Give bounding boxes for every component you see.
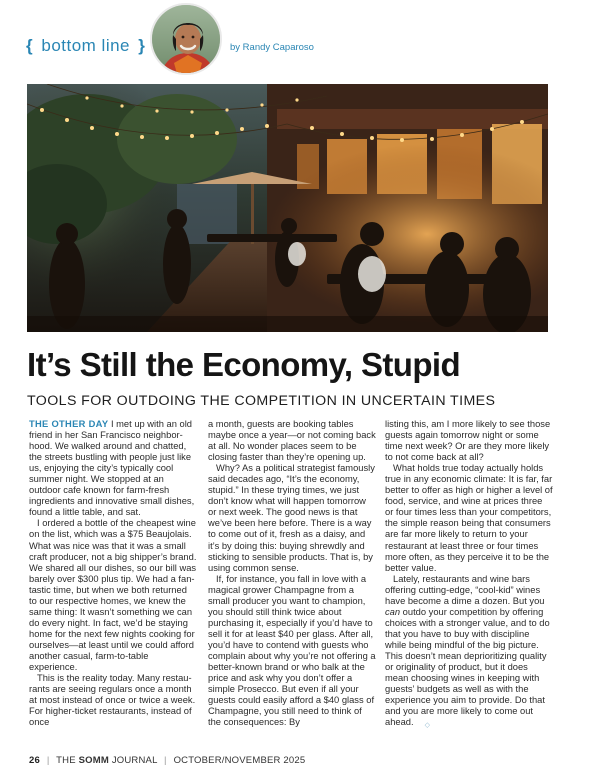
paragraph: I ordered a bottle of the cheapest wine on the list, which was a $75 Beaujolais. What was nice was that it was a small craft producer, not a big shipper’s brand. We shared all our dishes, so our bill was barely over $300 plus tip. We had a fantastic time, but when we both returned to our respective homes, we knew the same thing: It wasn’t something we can do every night. In fact, we’d be staying home for the next few nights cooking for ourselves—at least until we could afford another casual, farm-to-table experience.	[29, 518, 197, 673]
paragraph: a month, guests are booking tables maybe once a year—or not coming back at all. No wonder places seem to be closing faster than they’re opening up.	[208, 419, 376, 463]
column-name: bottom line	[41, 36, 131, 55]
publication-suffix: JOURNAL	[111, 755, 158, 766]
paragraph: This is the reality today. Many restaurants are seeing regulars once a month at most instead of once or twice a week. For higher-ticket restaurants, instead of once	[29, 673, 196, 728]
paragraph: What holds true today actually holds true in any economic climate: It is far, far better to offer as high or higher a level of food, service, and wine at prices three or four times less than your competitors, the simple reason being that consumers are far more likely to return to your restaurant at least three or four times more often, as they perceive it to be the better value.	[385, 463, 553, 573]
brace-open: {	[26, 36, 34, 55]
divider: |	[164, 755, 167, 766]
article-headline: It’s Still the Economy, Stupid	[27, 346, 461, 383]
article-column-3	[385, 419, 553, 728]
divider: |	[46, 755, 50, 766]
article-column-1	[29, 419, 197, 728]
paragraph-text: Lately, restaurants and wine bars offering cutting-edge, “cool-kid” wines have become a dime a dozen. But you	[385, 573, 545, 606]
author-avatar	[150, 3, 222, 75]
paragraph	[385, 574, 553, 729]
paragraph: If, for instance, you fall in love with a magical grower Champagne from a small producer you want to champion, you should still think twice about purchasing it, especially if you’d have to sell it for at least $40 per glass. After all, you’d have to contend with guests who complain about why you’re not offering a better-known brand or who balk at the price and ask why you don’t offer a simple Prosecco. But even if all your guests could easily afford a $40 glass of Champagne, you still need to think of the consequences: By	[208, 573, 376, 728]
paragraph	[29, 419, 197, 518]
page-footer	[29, 755, 305, 766]
paragraph-text: outdo your competition by offering choices with a stronger value, and to do that you have to buy with discipline while being mindful of the big picture. This doesn’t mean deprioritizing quality or originality of product, but it does mean choosing wines in keeping with guests’ budgets as well as with the experience you aim to provide. Do that and you are more likely to come out ahead.	[385, 606, 550, 728]
paragraph: Why? As a political strategist famously said decades ago, “It’s the economy, stupid.” In these trying times, we just don’t know what will happen tomorrow or next week. The good news is that we’ve been here before. There is a way to come out of it, fresh as a daisy, and it’s by doing this: buying shrewdly and sticking to sensible products. That is, by using common sense.	[208, 463, 375, 573]
emphasis-text: can	[385, 606, 401, 617]
brace-close: }	[138, 36, 146, 55]
hero-photo	[27, 84, 548, 332]
issue-date: OCTOBER/NOVEMBER 2025	[173, 755, 306, 766]
author-portrait-icon	[152, 5, 222, 75]
paragraph-text: I met up with an old friend in her San Francisco neighborhood. We walked around and chatted, the streets bustling with people just like us, enjoying the city’s typically cool summer night. We stopped at an outdoor cafe known for farm-fresh ingredients and innovative small dishes, found a little table, and sat.	[29, 419, 195, 518]
publication-prefix: THE	[56, 755, 76, 766]
article-column-2	[208, 419, 376, 728]
byline: by Randy Caparoso	[230, 42, 314, 53]
page-header	[0, 0, 603, 84]
lead-in: THE OTHER DAY	[29, 419, 109, 429]
paragraph: listing this, am I more likely to see those guests again tomorrow night or some time next week? Or are they more likely to not come back at all?	[385, 419, 551, 463]
page-number: 26	[29, 755, 40, 766]
publication-name: SOMM	[78, 755, 109, 766]
article-subhead: TOOLS FOR OUTDOING THE COMPETITION IN UNCERTAIN TIMES	[27, 393, 496, 409]
outdoor-cafe-photo-icon	[27, 84, 548, 332]
column-tag	[26, 36, 145, 56]
end-mark-icon: ◇	[424, 721, 430, 729]
